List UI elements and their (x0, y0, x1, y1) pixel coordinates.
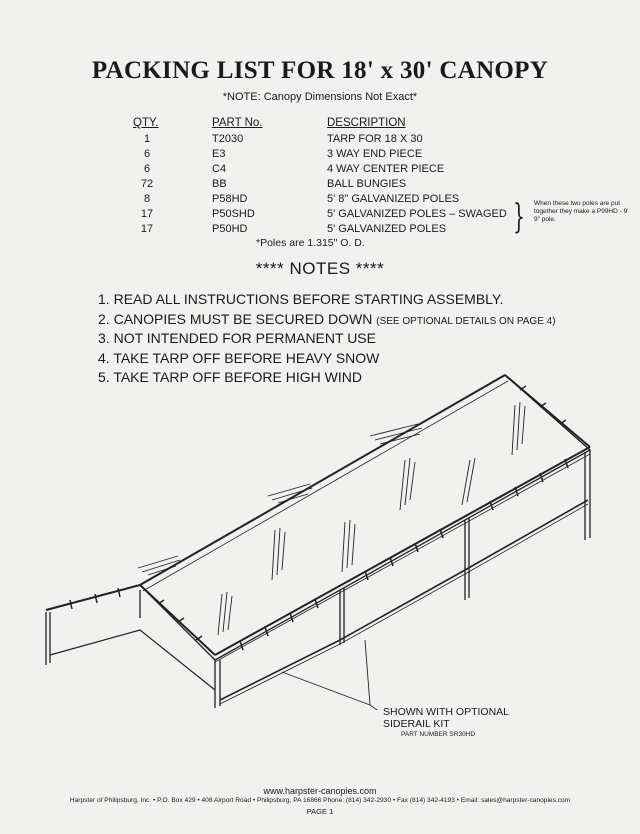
parts-qty: 8 (143, 193, 151, 205)
parts-qty: 6 (143, 163, 151, 175)
footer-address: Harpster of Philipsburg, Inc. • P.O. Box 429 • 408 Airport Road • Philipsburg, PA 16866 Phone: (814) 342-2930 • Fax (814) 342-4193 • Email: sales@harpster-canopies.com (69, 797, 571, 804)
parts-row (0, 163, 640, 178)
note-item (98, 311, 556, 331)
parts-qty: 1 (143, 133, 151, 145)
siderail (220, 500, 588, 700)
parts-part-number: T2030 (212, 133, 244, 145)
page-title: PACKING LIST FOR 18' x 30' CANOPY (91, 57, 549, 84)
qty-header: QTY. (133, 117, 159, 129)
page-number: PAGE 1 (306, 807, 334, 816)
parts-row (0, 178, 640, 193)
parts-qty: 72 (140, 178, 154, 190)
parts-description: TARP FOR 18 X 30 (327, 133, 423, 145)
parts-qty: 17 (140, 208, 154, 220)
parts-row (0, 148, 640, 163)
note-text: NOT INTENDED FOR PERMANENT USE (113, 330, 376, 346)
description-header: DESCRIPTION (327, 117, 406, 129)
note-detail: (SEE OPTIONAL DETAILS ON PAGE 4) (376, 315, 556, 327)
footer-url: www.harpster-canopies.com (263, 786, 377, 796)
parts-part-number: BB (212, 178, 227, 190)
note-number: 5. (98, 369, 110, 385)
note-item (98, 330, 556, 350)
parts-description: 3 WAY END PIECE (327, 148, 423, 160)
pole-combination-note: When these two poles are put together they make a P99HD - 9' 9" pole. (534, 200, 629, 224)
parts-description: 4 WAY CENTER PIECE (327, 163, 445, 175)
canopy-drawing (0, 360, 640, 710)
parts-description: BALL BUNGIES (327, 178, 407, 190)
callout-leader (282, 672, 380, 710)
parts-row (0, 223, 640, 238)
note-text: TAKE TARP OFF BEFORE HEAVY SNOW (113, 349, 380, 366)
parts-part-number: P50HD (212, 223, 248, 235)
parts-part-number: P50SHD (212, 208, 255, 220)
note-number: 3. (98, 330, 110, 346)
note-text: READ ALL INSTRUCTIONS BEFORE STARTING ASSEMBLY. (113, 291, 504, 307)
note-number: 1. (98, 291, 110, 307)
parts-qty: 6 (143, 148, 151, 160)
note-item (98, 291, 556, 311)
dimensions-note: *NOTE: Canopy Dimensions Not Exact* (222, 91, 418, 103)
parts-description: 5' 8" GALVANIZED POLES (327, 193, 460, 205)
parts-row (0, 133, 640, 148)
callout-text: SIDERAIL KIT (383, 718, 450, 730)
parts-description: 5' GALVANIZED POLES – SWAGED (327, 208, 507, 220)
callout-text: SHOWN WITH OPTIONAL (383, 706, 509, 718)
poles-diameter-note: *Poles are 1.315" O. D. (256, 237, 365, 249)
parts-part-number: C4 (212, 163, 227, 175)
curly-brace-icon: } (513, 197, 525, 237)
parts-part-number: P58HD (212, 193, 248, 205)
note-number: 4. (98, 349, 110, 366)
notes-heading: **** NOTES **** (255, 259, 385, 278)
parts-description: 5' GALVANIZED POLES (327, 223, 447, 235)
parts-qty: 17 (140, 223, 154, 235)
note-text: CANOPIES MUST BE SECURED DOWN (113, 310, 373, 327)
note-number: 2. (98, 310, 110, 327)
part-number-header: PART No. (212, 117, 263, 129)
callout-part-number: PART NUMBER SR30HD (401, 731, 476, 738)
parts-part-number: E3 (212, 148, 226, 160)
note-text: TAKE TARP OFF BEFORE HIGH WIND (113, 369, 362, 385)
canopy-roof-outline (46, 375, 590, 660)
